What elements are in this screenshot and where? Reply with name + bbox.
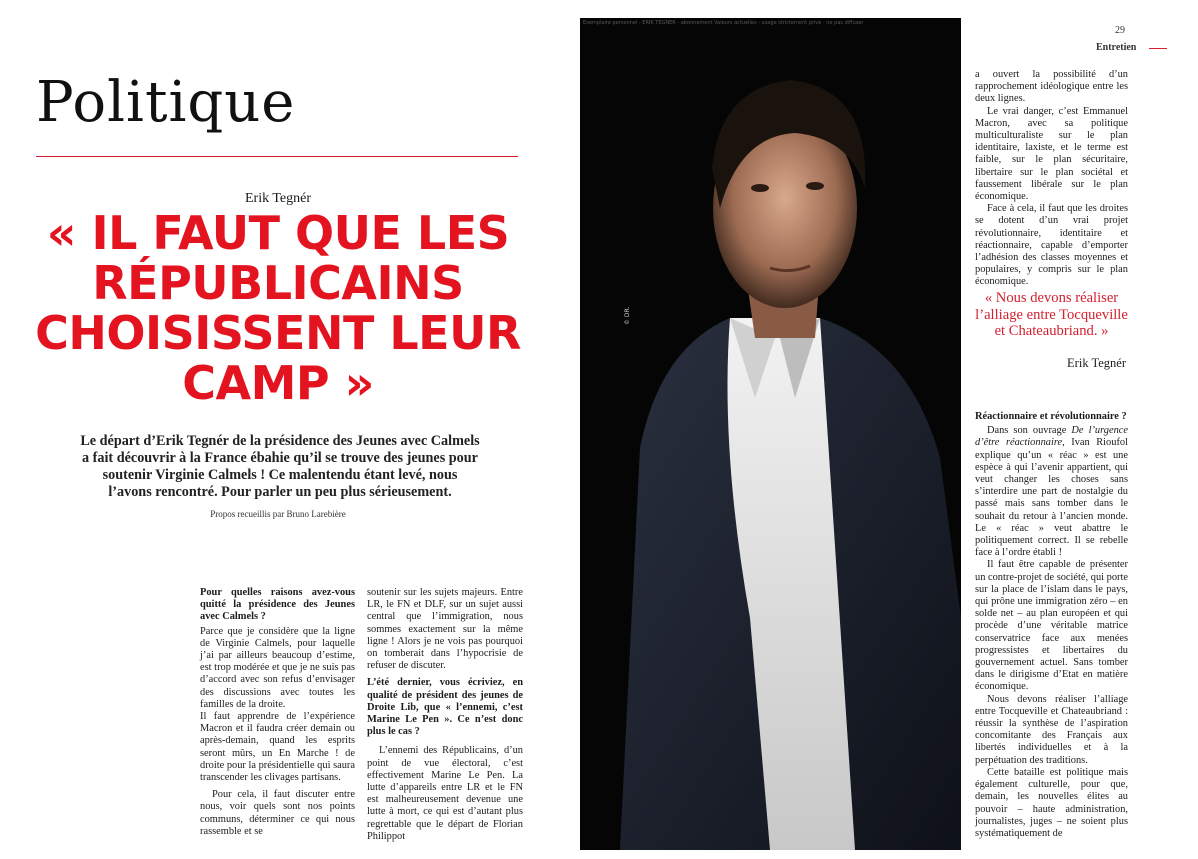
answer-paragraph: L’ennemi des Républicains, d’un point de vue électoral, c’est effectivement Marine Le Pen. La lutte d’appareils entre LR et le FN est malheureusement devenue une lutte à mort, ce qui est d’autant plus regrettable que le départ de Florian Philippot (367, 745, 523, 842)
answer-paragraph: Cette bataille est politique mais également culturelle, pour que, demain, les nouvelles élites au pouvoir – haute administration, journalistes, juges – ne soient plus systématiquement de (975, 766, 1128, 839)
photo-credit: © DR. (624, 306, 631, 325)
portrait-photo (580, 18, 961, 850)
portrait-illustration (580, 18, 961, 850)
text-column-4 (975, 411, 1128, 840)
article-headline (0, 208, 556, 408)
answer-paragraph: Parce que je considère que la ligne de Virginie Calmels, pour laquelle j’ai par ailleurs beaucoup d’estime, est trop modérée et que je ne suis pas d’accord avec son refus d’envisager des discussions avec toutes les familles de la droite. (200, 625, 355, 710)
book-title: De l’urgence d’être réactionnaire (975, 425, 1128, 449)
headline-line-4: CAMP » (182, 356, 374, 410)
answer-paragraph: Le vrai danger, c’est Emmanuel Macron, avec sa politique multiculturaliste sur le plan identitaire, laxiste, et le terme est faible, sur le plan sécuritaire, libertaire sur le plan sociétal et faussement libérale sur le plan économique. (975, 105, 1128, 203)
answer-paragraph: a ouvert la possibilité d’un rapprochement idéologique entre les deux lignes. (975, 69, 1128, 105)
headline-line-1: « IL FAUT QUE LES (46, 206, 510, 260)
watermark-strip: Exemplaire personnel - ERIK TEGNÉR - abonnement Valeurs actuelles - usage strictement privé - ne pas diffuser (583, 20, 864, 26)
text-column-1 (200, 587, 355, 838)
answer-paragraph: Nous devons réaliser l’alliage entre Tocqueville et Chateaubriand : réussir la synthèse de l’aspiration concomitante des Français aux libertés individuelles et à la perpétuation des traditions. (975, 693, 1128, 766)
text-column-2 (367, 587, 523, 843)
section-title: Politique (36, 70, 296, 135)
credit-prefix: Propos recueillis par (210, 509, 285, 519)
question-2: L’été dernier, vous écriviez, en qualité de président des jeunes de Droite Lib, que « l’ennemi, c’est Marine Le Pen ». Ce n’est donc plus le cas ? (367, 677, 523, 738)
page-number: 29 (1115, 25, 1125, 36)
answer-paragraph: Pour cela, il faut discuter entre nous, voir quels sont nos points communs, déterminer ce qui nous rassemble et se (200, 789, 355, 837)
credit-name: Bruno Larebière (286, 509, 346, 519)
paragraph-text: , Ivan Rioufol explique qu’un « réac » est une espèce à qui l’avenir appartient, qui veut changer les choses sans s’interdire une part de nostalgie du passé mais sans tomber dans le souhait du retour à l’ancien monde. Le « réac » veut abattre le politiquement correct. Il se rebelle face à l’ordre établi ! (975, 437, 1128, 559)
question-1: Pour quelles raisons avez-vous quitté la présidence des Jeunes avec Calmels ? (200, 587, 355, 623)
subheading: Réactionnaire et révolutionnaire ? (975, 411, 1127, 422)
answer-paragraph: Il faut apprendre de l’expérience Macron et il faudra créer demain ou après-demain, quand les esprits seront mûrs, un En Marche ! de droite pour la présidentielle qui saura transcender les clivages partisans. (200, 711, 355, 784)
headline-line-2: RÉPUBLICAINS (92, 256, 464, 310)
headline-line-3: CHOISISSENT LEUR (35, 306, 521, 360)
article-lead: Le départ d’Erik Tegnér de la présidence des Jeunes avec Calmels a fait découvrir à la France ébahie qu’il se trouve des jeunes pour soutenir Virginie Calmels ! Ce malentendu étant levé, nous l’avons rencontré. Pour parler un peu plus sérieusement. (80, 433, 480, 500)
article-author: Erik Tegnér (244, 191, 311, 206)
paragraph-text: Dans son ouvrage (987, 425, 1072, 437)
section-rule (36, 156, 518, 157)
answer-paragraph (975, 425, 1128, 559)
answer-paragraph: Face à cela, il faut que les droites se dotent d’un vrai projet révolutionnaire, identitaire et réactionnaire, capable d’emporter l’adhésion des classes moyennes et populaires, y compris sur le plan économique. (975, 203, 1128, 288)
answer-paragraph: soutenir sur les sujets majeurs. Entre LR, le FN et DLF, sur un sujet aussi central que l’immigration, nous sommes exactement sur la même ligne ! Alors je ne vois pas pourquoi on tomberait dans l’hypocrisie de refuser de discuter. (367, 587, 523, 672)
rubric-rule (1149, 48, 1167, 49)
pull-quote-author: Erik Tegnér (1067, 356, 1126, 370)
pull-quote: « Nous devons réaliser l’alliage entre Tocqueville et Chateaubriand. » (975, 290, 1128, 339)
text-column-3 (975, 69, 1128, 289)
answer-paragraph: Il faut être capable de présenter un contre-projet de société, qui porte sur la place de l’islam dans le pays, qui prône une immigration zéro – en solde net – au plan européen et qui procède d’une véritable matrice conservatrice face aux menées progressistes et libertaires du gouvernement actuel. Sans tomber dans le dirigisme d’Etat en matière économique. (975, 559, 1128, 693)
rubric-label: Entretien (1096, 42, 1137, 53)
interview-credit (0, 509, 556, 519)
